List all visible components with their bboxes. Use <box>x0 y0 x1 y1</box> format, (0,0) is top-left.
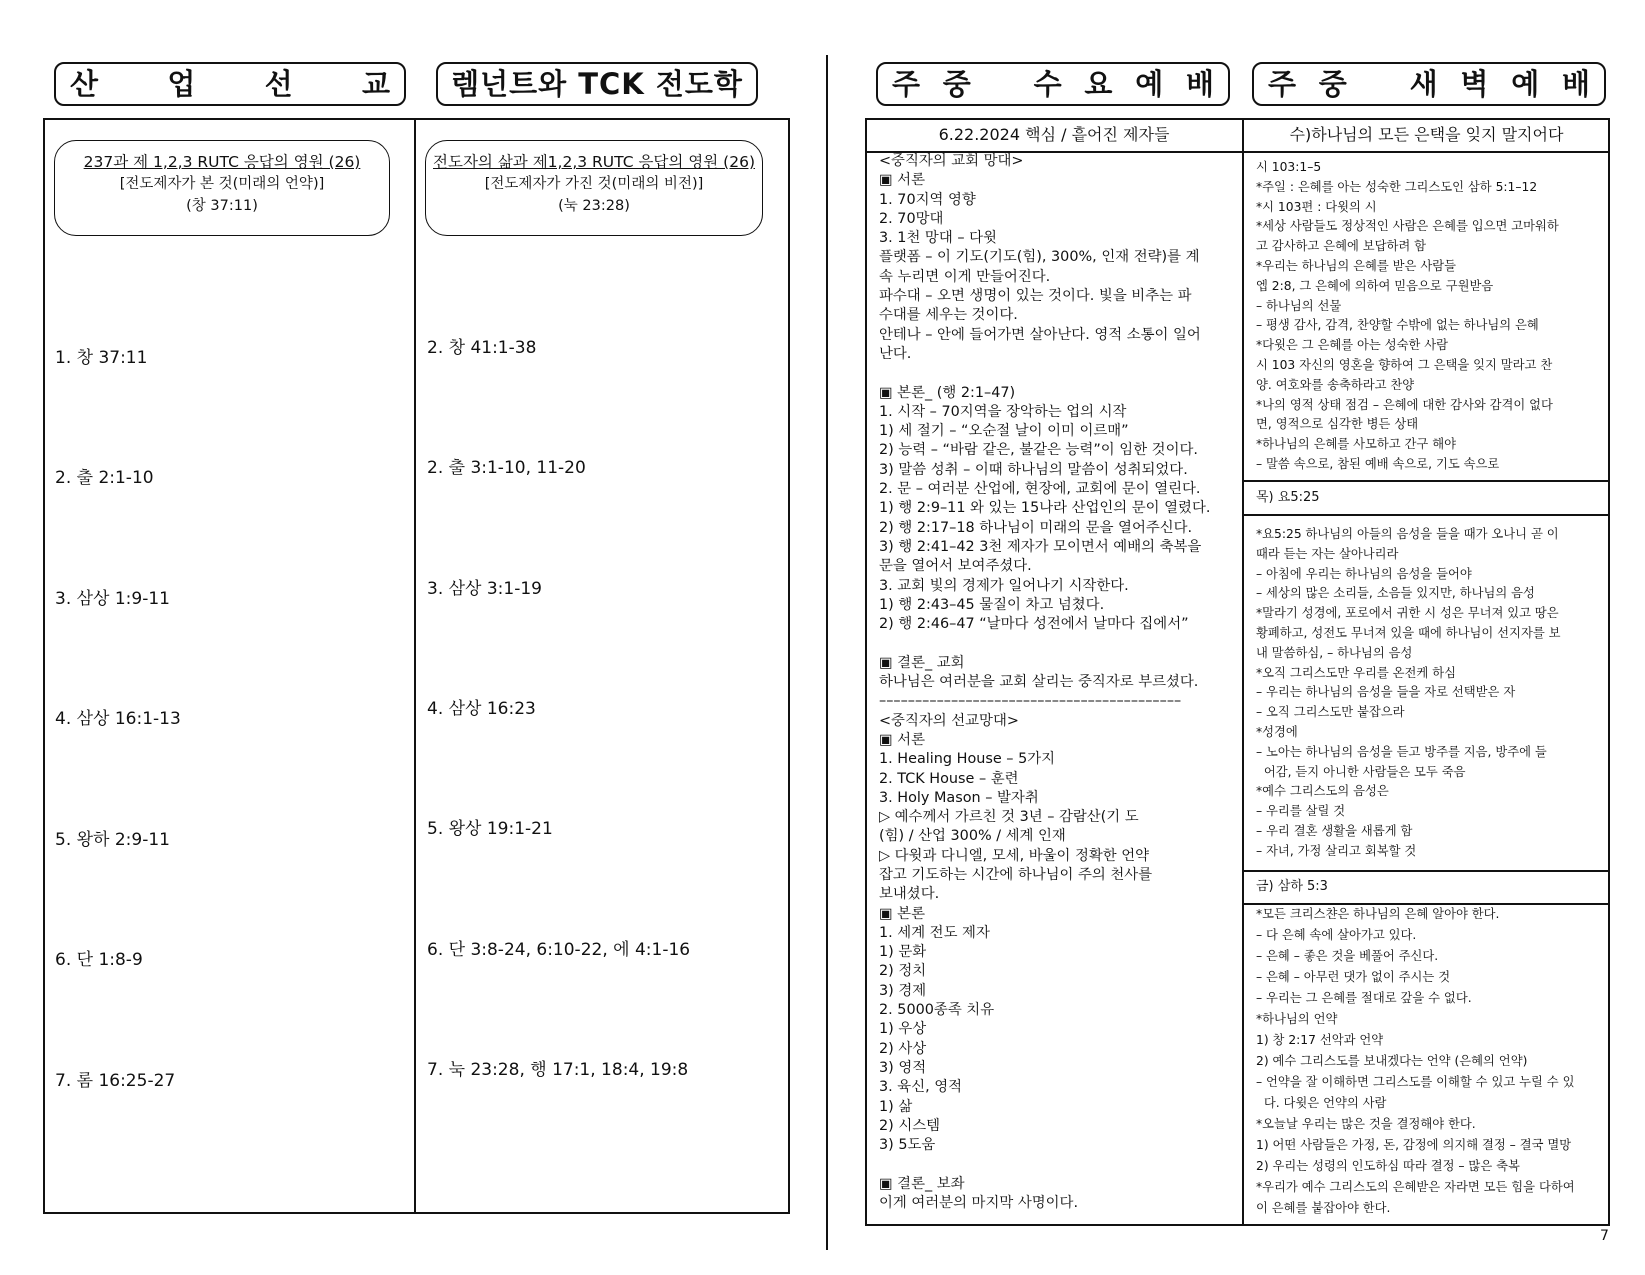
header-dawn-service <box>1252 62 1606 106</box>
devotion-wednesday: 시 103:1–5 *주일 : 은혜를 아는 성숙한 그리스도인 삼하 5:1–12 *시 103편 : 다윗의 시 *세상 사람들도 정상적인 사람은 은혜를 입으면 고마워하 고 감사하고 은혜에 보답하려 함 *우리는 하나님의 은혜를 받은 사람들 엡 2:8, 그 은혜에 의하여 믿음으로 구원받음 – 하나님의 선물 – 평생 감사, 감격, 찬양할 수밖에 없는 하나님의 은혜 *다윗은 그 은혜를 아는 성숙한 사람 시 103 자신의 영혼을 향하여 그 은택을 잊지 말라고 찬 양. 여호와를 송축하라고 찬양 *나의 영적 상태 점검 – 은혜에 대한 감사와 감격이 없다 면, 영적으로 심각한 병든 상태 *하나님의 은혜를 사모하고 간구 해야 – 말씀 속으로, 참된 예배 속으로, 기도 속으로 <box>1256 160 1559 471</box>
header-char: 배 <box>1561 67 1590 101</box>
scripture-ref: 2. 출 2:1-10 <box>55 468 154 488</box>
header-char: 요 <box>1084 67 1113 101</box>
section-divider <box>1243 870 1610 872</box>
message-subtitle: [전도제자가 본 것(미래의 언약)] <box>119 176 325 192</box>
header-char: 새 <box>1409 67 1438 101</box>
scripture-ref: 3. 삼상 1:9-11 <box>55 589 170 609</box>
page-number: 7 <box>1600 1228 1609 1244</box>
header-char: 예 <box>1511 67 1540 101</box>
header-wednesday-service <box>876 62 1230 106</box>
sermon-notes: <중직자의 교회 망대> ▣ 서론 1. 70지역 영향 2. 70망대 3. 1천 망대 – 다윗 플랫폼 – 이 기도(기도(힘), 300%, 인재 전략)를 계 속 누리면 이게 만들어진다. 파수대 – 오면 생명이 있는 것이다. 빛을 비추는 파 수대를 세우는 것이다. 안테나 – 안에 들어가면 살아난다. 영적 소통이 일어 난다. ▣ 본론_ (행 2:1–47) 1. 시작 – 70지역을 장악하는 업의 시작 1) 세 절기 – “오순절 날이 이미 이르매” 2) 능력 – “바람 같은, 불같은 능력”이 임한 것이다. 3) 말씀 성취 – 이때 하나님의 말씀이 성취되었다. 2. 문 – 여러분 산업에, 현장에, 교회에 문이 열린다. 1) 행 2:9–11 와 있는 15나라 산업인의 문이 열렸다. 2) 행 2:17–18 하나님이 미래의 문을 열어주신다. 3) 행 2:41–42 3천 제자가 모이면서 예배의 축복을 문을 열어서 보여주셨다. 3. 교회 빛의 경제가 일어나기 시작한다. 1) 행 2:43–45 물질이 차고 넘쳤다. 2) 행 2:46–47 “날마다 성전에서 날마다 집에서” ▣ 결론_ 교회 하나님은 여러분을 교회 살리는 중직자로 부르셨다. –––––––––––––––––––––––––––––––––––––––––– <중직자의 선교망대> ▣ 서론 1. Healing House – 5가지 2. TCK House – 훈련 3. Holy Mason – 발자취 ▷ 예수께서 가르친 것 3년 – 감람산(기 도 (힘) / 산업 300% / 세계 인재 ▷ 다윗과 다니엘, 모세, 바울이 정확한 언약 잡고 기도하는 시간에 하나님이 주의 천사를 보내셨다. ▣ 본론 1. 세계 전도 제자 1) 문화 2) 정치 3) 경제 2. 5000종족 치유 1) 우상 2) 사상 3) 영적 3. 육신, 영적 1) 삶 2) 시스템 3) 5도움 ▣ 결론_ 보좌 이게 여러분의 마지막 사명이다. <box>879 153 1211 1212</box>
scripture-ref: 6. 단 3:8-24, 6:10-22, 에 4:1-16 <box>427 940 691 960</box>
message-subtitle: [전도제자가 가진 것(미래의 비전)] <box>484 176 704 192</box>
message-reference: (창 37:11) <box>186 198 258 214</box>
header-char: 주 <box>1268 67 1297 101</box>
scripture-ref: 5. 왕상 19:1-21 <box>427 819 553 839</box>
header-char: 업 <box>167 67 196 101</box>
scripture-ref: 3. 삼상 3:1-19 <box>427 579 542 599</box>
header-char: 벽 <box>1460 67 1489 101</box>
header-char: 교 <box>361 67 390 101</box>
message-title: 전도자의 삶과 제1,2,3 RUTC 응답의 영원 (26) <box>433 153 755 171</box>
section-heading: 금) 삼하 5:3 <box>1256 879 1328 894</box>
scripture-ref: 1. 창 37:11 <box>55 348 148 368</box>
scripture-ref: 7. 눅 23:28, 행 17:1, 18:4, 19:8 <box>427 1060 689 1080</box>
page-spine <box>826 55 828 1250</box>
header-char: 중 <box>942 67 971 101</box>
header-char: 주 <box>892 67 921 101</box>
header-char: 예 <box>1135 67 1164 101</box>
header-text: 렘넌트와 TCK 전도학 <box>451 67 743 101</box>
section-divider <box>1243 514 1610 516</box>
scripture-ref: 4. 삼상 16:23 <box>427 699 536 719</box>
section-heading: 목) 요5:25 <box>1256 490 1320 505</box>
message-title-oval <box>54 140 390 236</box>
section-divider <box>1243 480 1610 482</box>
right-column-divider <box>1242 118 1244 1226</box>
scripture-ref: 4. 삼상 16:1-13 <box>55 709 181 729</box>
header-industrial-mission <box>54 62 406 106</box>
left-content-box <box>43 118 790 1214</box>
header-char: 수 <box>1033 67 1062 101</box>
header-char: 산 <box>70 67 99 101</box>
column-heading: 6.22.2024 핵심 / 흩어진 제자들 <box>938 125 1170 144</box>
column-heading: 수)하나님의 모든 은택을 잊지 말지어다 <box>1289 125 1564 144</box>
scripture-ref: 6. 단 1:8-9 <box>55 950 143 970</box>
scripture-ref: 7. 롬 16:25-27 <box>55 1071 176 1091</box>
scripture-ref: 2. 창 41:1-38 <box>427 338 537 358</box>
left-column-divider <box>414 118 416 1214</box>
header-remnant-tck <box>436 62 758 106</box>
header-char: 중 <box>1318 67 1347 101</box>
scripture-ref: 2. 출 3:1-10, 11-20 <box>427 458 586 478</box>
message-title: 237과 제 1,2,3 RUTC 응답의 영원 (26) <box>83 153 361 171</box>
header-char: 배 <box>1185 67 1214 101</box>
devotion-friday: *모든 크리스챤은 하나님의 은혜 알아야 한다. – 다 은혜 속에 살아가고 있다. – 은혜 – 좋은 것을 베풀어 주신다. – 은혜 – 아무런 댓가 없이 주시는 것 – 우리는 그 은혜를 절대로 갚을 수 없다. *하나님의 언약 1) 창 2:17 선악과 언약 2) 예수 그리스도를 보내겠다는 언약 (은혜의 언약) – 언약을 잘 이해하면 그리스도를 이해할 수 있고 누릴 수 있 다. 다윗은 언약의 사람 *오늘날 우리는 많은 것을 결정해야 한다. 1) 어떤 사람들은 가정, 돈, 감정에 의지해 결정 – 결국 멸망 2) 우리는 성령의 인도하심 따라 결정 – 많은 축복 *우리가 예수 그리스도의 은혜받은 자라면 모든 힘을 다하여 이 은혜를 붙잡아야 한다. <box>1256 907 1575 1215</box>
devotion-thursday: *요5:25 하나님의 아들의 음성을 들을 때가 오나니 곧 이 때라 듣는 자는 살아나리라 – 아침에 우리는 하나님의 음성을 들어야 – 세상의 많은 소리들, 소음들 있지만, 하나님의 음성 *말라기 성경에, 포로에서 귀한 시 성은 무너져 있고 땅은 황폐하고, 성전도 무너져 있을 때에 하나님이 선지자를 보 내 말씀하심, – 하나님의 음성 *오직 그리스도만 우리를 온전케 하심 – 우리는 하나님의 음성을 들을 자로 선택받은 자 – 오직 그리스도만 붙잡으라 *성경에 – 노아는 하나님의 음성을 듣고 방주를 지음, 방주에 들 어감, 듣지 아니한 사람들은 모두 죽음 *예수 그리스도의 음성은 – 우리를 살릴 것 – 우리 결혼 생활을 새롭게 함 – 자녀, 가정 살리고 회복할 것 <box>1256 527 1561 858</box>
message-reference: (눅 23:28) <box>558 198 630 214</box>
message-title-oval <box>425 140 763 236</box>
scripture-ref: 5. 왕하 2:9-11 <box>55 830 170 850</box>
header-char: 선 <box>264 67 293 101</box>
